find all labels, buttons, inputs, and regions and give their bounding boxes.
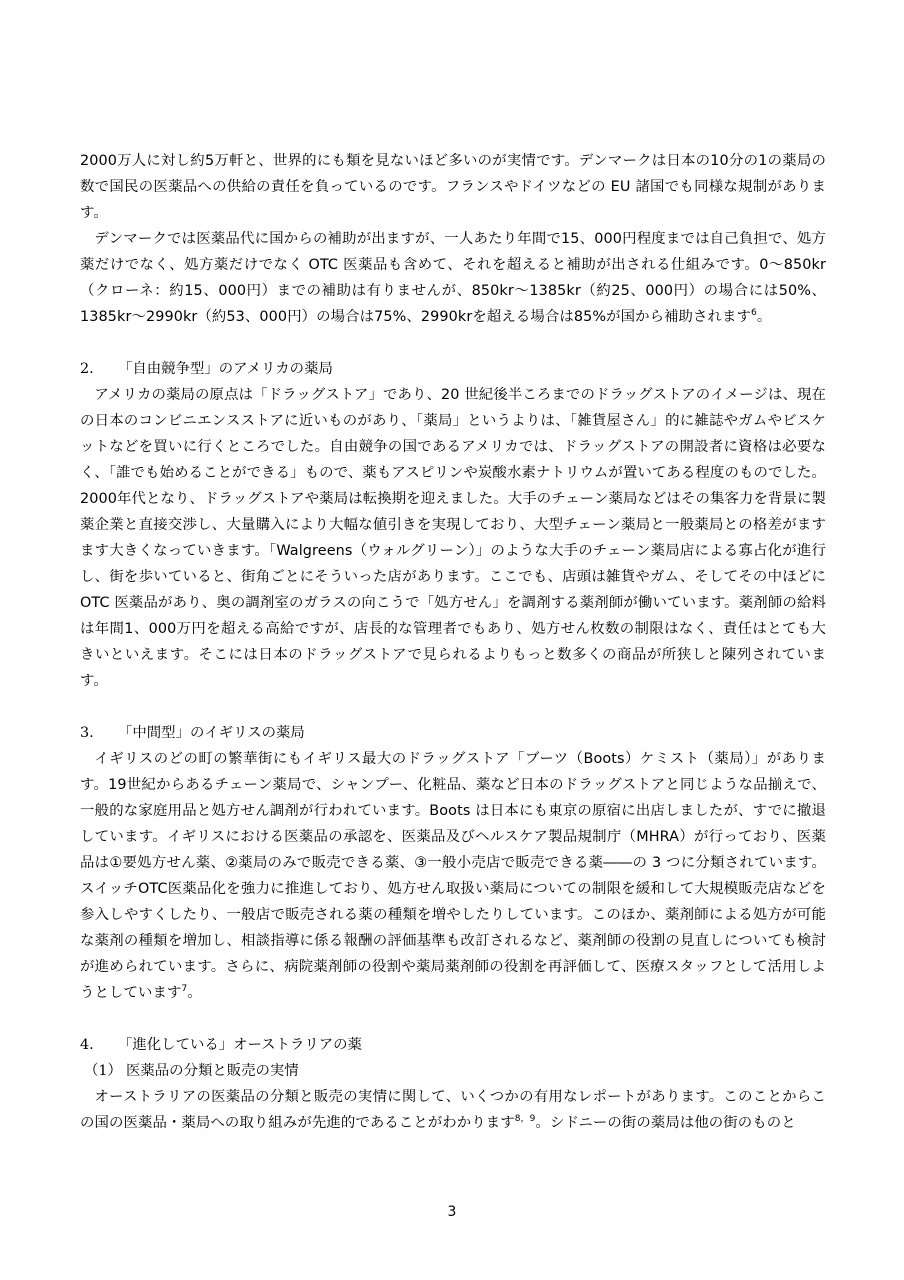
section-4-number: 4.: [80, 1037, 94, 1053]
section-4-body-end: 。シドニーの街の薬局は他の街のものと: [535, 1115, 796, 1131]
section-2-heading: [80, 356, 826, 382]
section-4-body: [80, 1084, 826, 1136]
spacer: [80, 694, 826, 720]
section-2-body: アメリカの薬局の原点は「ドラッグストア」であり、20 世紀後半ころまでのドラッグストアのイメージは、現在の日本のコンビニエンスストアに近いものがあり、「薬局」というよりは、「雑貨屋さん」的に雑誌やガムやビスケットなどを買いに行くところでした。自由競争の国であるアメリカでは、ドラッグストアの開設者に資格は必要なく、「誰でも始めることができる」もので、薬もアスピリンや炭酸水素ナトリウムが置いてある程度のものでした。2000年代となり、ドラッグストアや薬局は転換期を迎えました。大手のチェーン薬局などはその集客力を背景に製薬企業と直接交渉し、大量購入により大幅な値引きを実現しており、大型チェーン薬局と一般薬局との格差がますます大きくなっていきます。「Walgreens（ウォルグリーン）」のような大手のチェーン薬局店による寡占化が進行し、街を歩いていると、街角ごとにそういった店があります。ここでも、店頭は雑貨やガム、そしてその中ほどにOTC 医薬品があり、奥の調剤室のガラスの向こうで「処方せん」を調剤する薬剤師が働いています。薬剤師の給料は年間1、000万円を超える高給ですが、店長的な管理者でもあり、処方せん枚数の制限はなく、責任はとても大きいといえます。そこには日本のドラッグストアで見られるよりもっと数多くの商品が所狭しと陳列されています。: [80, 387, 826, 689]
intro-paragraph-2-text: デンマークでは医薬品代に国からの補助が出ますが、一人あたり年間で15、000円程度までは自己負担で、処方薬だけでなく、処方薬だけでなく OTC 医薬品も含めて、それを超えると補助が出される仕組みです。0～850kr（クローネ：約15、000円）までの補助は有りませんが、850kr～1385kr（約25、000円）の場合には50%、1385kr～2990kr（約53、000円）の場合は75%、2990krを超える場合は85%が国から補助されます: [80, 231, 826, 325]
document-page: [80, 148, 826, 1136]
page-number: 3: [447, 1204, 457, 1220]
footnote-ref-8-9: 8，9: [514, 1114, 536, 1124]
section-3-title: 「中間型」のイギリスの薬局: [118, 725, 305, 741]
section-2-number: 2.: [80, 361, 94, 377]
section-3-body-end: 。: [187, 985, 202, 1001]
intro-paragraph-2-end: 。: [756, 309, 772, 325]
subsection-4-1-heading: [80, 1058, 826, 1084]
section-4-title: 「進化している」オーストラリアの薬: [118, 1037, 362, 1053]
section-3-body-text: イギリスのどの町の繁華街にもイギリス最大のドラッグストア「ブーツ（Boots）ケミスト（薬局）」があります。19世紀からあるチェーン薬局で、シャンプー、化粧品、薬など日本のドラッグストアと同じような品揃えで、一般的な家庭用品と処方せん調剤が行われています。Boots は日本にも東京の原宿に出店しましたが、すでに撤退しています。イギリスにおける医薬品の承認を、医薬品及びヘルスケア製品規制庁（MHRA）が行っており、医薬品は①要処方せん薬、②薬局のみで販売できる薬、③一般小売店で販売できる薬――の 3 つに分類されています。スイッチOTC医薬品化を強力に推進しており、処方せん取扱い薬局についての制限を緩和して大規模販売店などを参入しやすくしたり、一般店で販売される薬の種類を増やしたりしています。このほか、薬剤師による処方が可能な薬剤の種類を増加し、相談指導に係る報酬の評価基準も改訂されるなど、薬剤師の役割の見直しについても検討が進められています。さらに、病院薬剤師の役割や薬局薬剤師の役割を再評価して、医療スタッフとして活用しようとしています: [80, 751, 826, 1001]
section-3-body: [80, 746, 826, 1006]
spacer: [80, 330, 826, 356]
intro-paragraph-1: 2000万人に対し約5万軒と、世界的にも類を見ないほど多いのが実情です。デンマークは日本の10分の1の薬局の数で国民の医薬品への供給の責任を負っているのです。フランスやドイツなどの EU 諸国でも同様な規制があります。: [80, 153, 826, 221]
section-3-heading: [80, 720, 826, 746]
section-4-body-text: オーストラリアの医薬品の分類と販売の実情に関して、いくつかの有用なレポートがあります。このことからこの国の医薬品・薬局への取り組みが先進的であることがわかります: [80, 1089, 826, 1131]
subsection-4-1-number: （1）: [84, 1063, 122, 1079]
section-4-heading: [80, 1032, 826, 1058]
spacer: [80, 1006, 826, 1032]
footnote-ref-6: 6: [751, 308, 757, 318]
intro-paragraph-2: [80, 226, 826, 330]
section-2-title: 「自由競争型」のアメリカの薬局: [118, 361, 333, 377]
footnote-ref-7: 7: [181, 984, 188, 994]
section-3-number: 3.: [80, 725, 94, 741]
subsection-4-1-title: 医薬品の分類と販売の実情: [126, 1063, 299, 1079]
